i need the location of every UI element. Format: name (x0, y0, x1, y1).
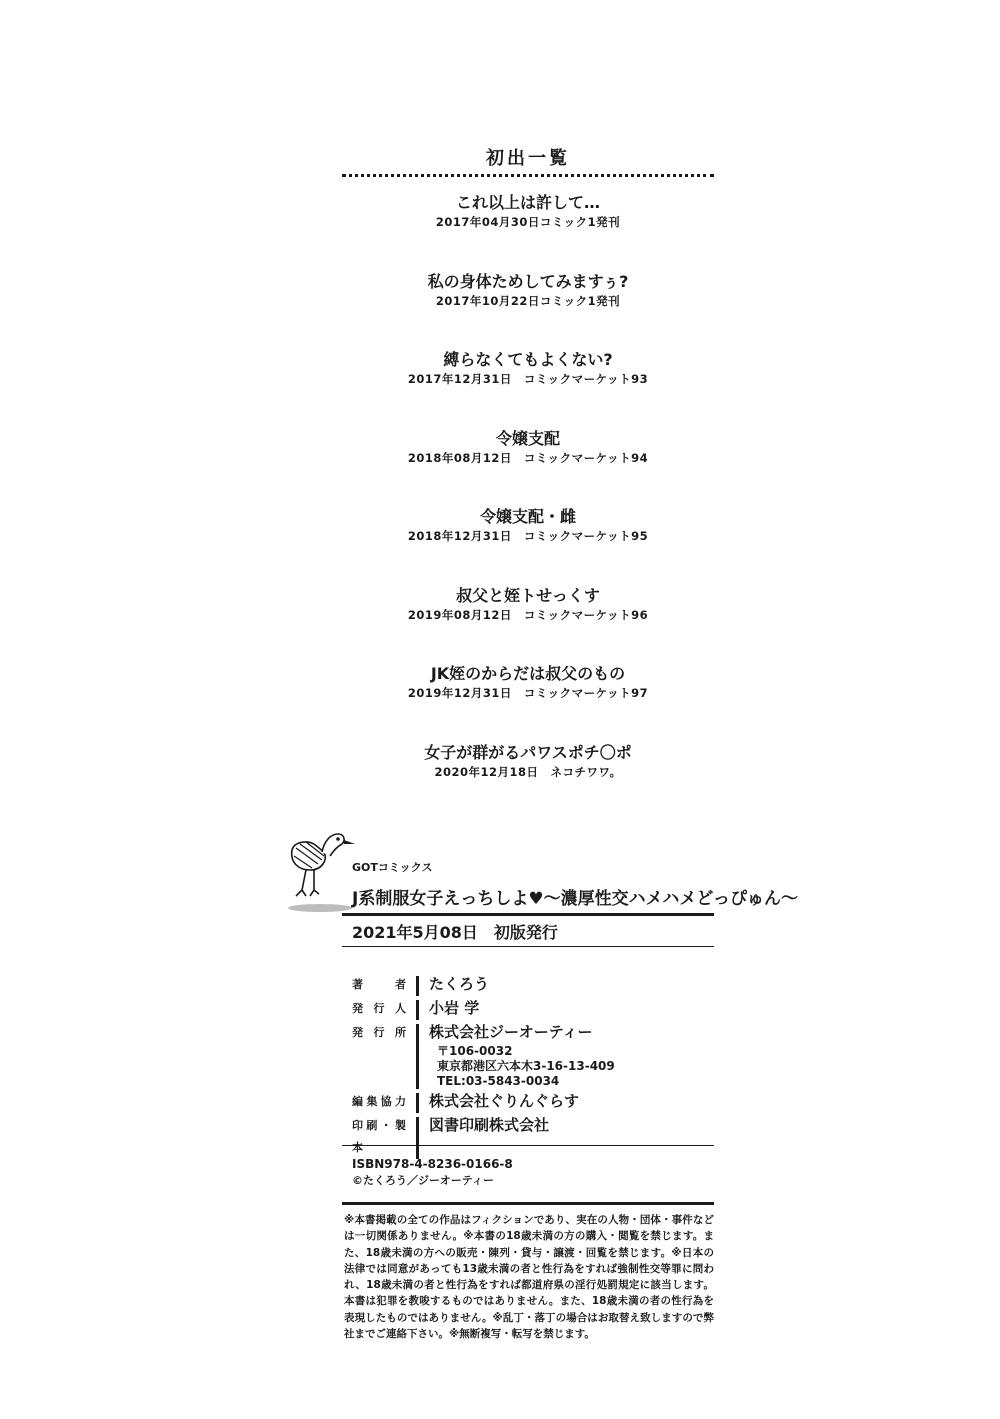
toc-entry (342, 192, 714, 271)
credit-label: 発行所 (352, 1026, 406, 1039)
publisher-block (429, 1020, 615, 1089)
toc-entry (342, 585, 714, 664)
toc-entry-title: 私の身体ためしてみますぅ? (427, 271, 629, 291)
toc-entry (342, 349, 714, 428)
toc-entry-publication: 2018年12月31日 コミックマーケット95 (407, 529, 649, 543)
toc-entry-title: JK姪のからだは叔父のもの (430, 664, 626, 683)
isbn-rule (342, 1145, 714, 1146)
toc-entry (342, 428, 714, 507)
credit-divider (416, 1117, 419, 1159)
toc-entry-title: 令嬢支配・雌 (479, 507, 576, 526)
toc-list (342, 192, 714, 820)
toc-entry-publication: 2019年12月31日 コミックマーケット97 (407, 686, 649, 700)
toc-heading: 初出一覧 (486, 148, 570, 169)
credit-row-publisher (352, 1020, 712, 1089)
issuer-name: 小岩 学 (429, 999, 480, 1017)
credit-divider (416, 1024, 419, 1089)
credit-label: 発行人 (352, 1002, 406, 1015)
toc-entry-title: 女子が群がるパワスポチ〇ポ (424, 742, 632, 762)
toc-entry (342, 271, 714, 350)
toc-entry-publication: 2017年04月30日コミック1発刊 (435, 215, 621, 229)
toc-dotted-rule (342, 174, 714, 177)
title-rule (342, 913, 714, 916)
toc-entry-publication: 2018年08月12日 コミックマーケット94 (407, 450, 649, 465)
credit-row-printer (352, 1113, 712, 1159)
toc-entry-title: これ以上は許して… (455, 193, 600, 212)
credit-label: 著者 (352, 978, 406, 991)
date-rule (342, 946, 714, 947)
author-name: たくろう (429, 975, 490, 993)
credit-row-issuer (352, 996, 712, 1020)
credit-divider (416, 1093, 419, 1113)
publisher-name: 株式会社ジーオーティー (429, 1023, 593, 1041)
credit-label: 編集協力 (352, 1095, 406, 1108)
toc-entry-publication: 2017年10月22日コミック1発刊 (435, 293, 621, 308)
toc-entry (342, 663, 714, 742)
printer-name: 図書印刷株式会社 (429, 1116, 550, 1134)
toc-entry-title: 縛らなくてもよくない? (443, 350, 613, 369)
toc-entry-publication: 2020年12月18日 ネコチワワ。 (434, 764, 622, 779)
book-title: J系制服女子えっちしよ♥～濃厚性交ハメハメどっぴゅん～ (352, 889, 799, 909)
credit-divider (416, 1000, 419, 1020)
toc-entry (342, 742, 714, 821)
postal-code: 〒106-0032 (437, 1044, 513, 1058)
notice-rule (342, 1202, 714, 1205)
credit-row-author (352, 972, 712, 996)
toc-entry-title: 令嬢支配 (495, 428, 560, 448)
toc-entry-title: 叔父と姪トせっくす (456, 585, 600, 605)
isbn: ISBN978-4-8236-0166-8 (352, 1157, 513, 1171)
credits-table (352, 972, 712, 1159)
credit-divider (416, 976, 419, 996)
editor-name: 株式会社ぐりんぐらす (429, 1092, 580, 1110)
copyright: ©たくろう／ジーオーティー (352, 1174, 494, 1187)
phone-number: TEL:03-5843-0034 (437, 1074, 560, 1088)
toc-entry-publication: 2019年08月12日 コミックマーケット96 (407, 607, 649, 622)
toc-entry (342, 506, 714, 585)
street-address: 東京都港区六本木3-16-13-409 (437, 1059, 615, 1073)
bird-mascot-icon (284, 830, 356, 912)
legal-notice: ※本書掲載の全ての作品はフィクションであり、実在の人物・団体・事件などは一切関係ありません。※本書の18歳未満の方の購入・閲覧を禁じます。また、18歳未満の方への販売・陳列・貸与・譲渡・回覧を禁じます。※日本の法律では同意があっても13歳未満の者と性行為をすれば強制性交等罪に問われ、18歳未満の者と性行為をすれば都道府県の淫行処罰規定に該当します。本書は犯罪を教唆するものではありません。また、18歳未満の者の性行為を表現したものではありません。※乱丁・落丁の場合はお取替え致しますので弊社までご連絡下さい。※無断複写・転写を禁じます。 (344, 1214, 714, 1341)
publish-date: 2021年5月08日 初版発行 (352, 923, 558, 942)
credit-row-editor (352, 1089, 712, 1113)
toc-entry-publication: 2017年12月31日 コミックマーケット93 (407, 372, 649, 386)
series-label: GOTコミックス (352, 861, 433, 874)
credit-label: 印刷・製本 (352, 1119, 406, 1154)
